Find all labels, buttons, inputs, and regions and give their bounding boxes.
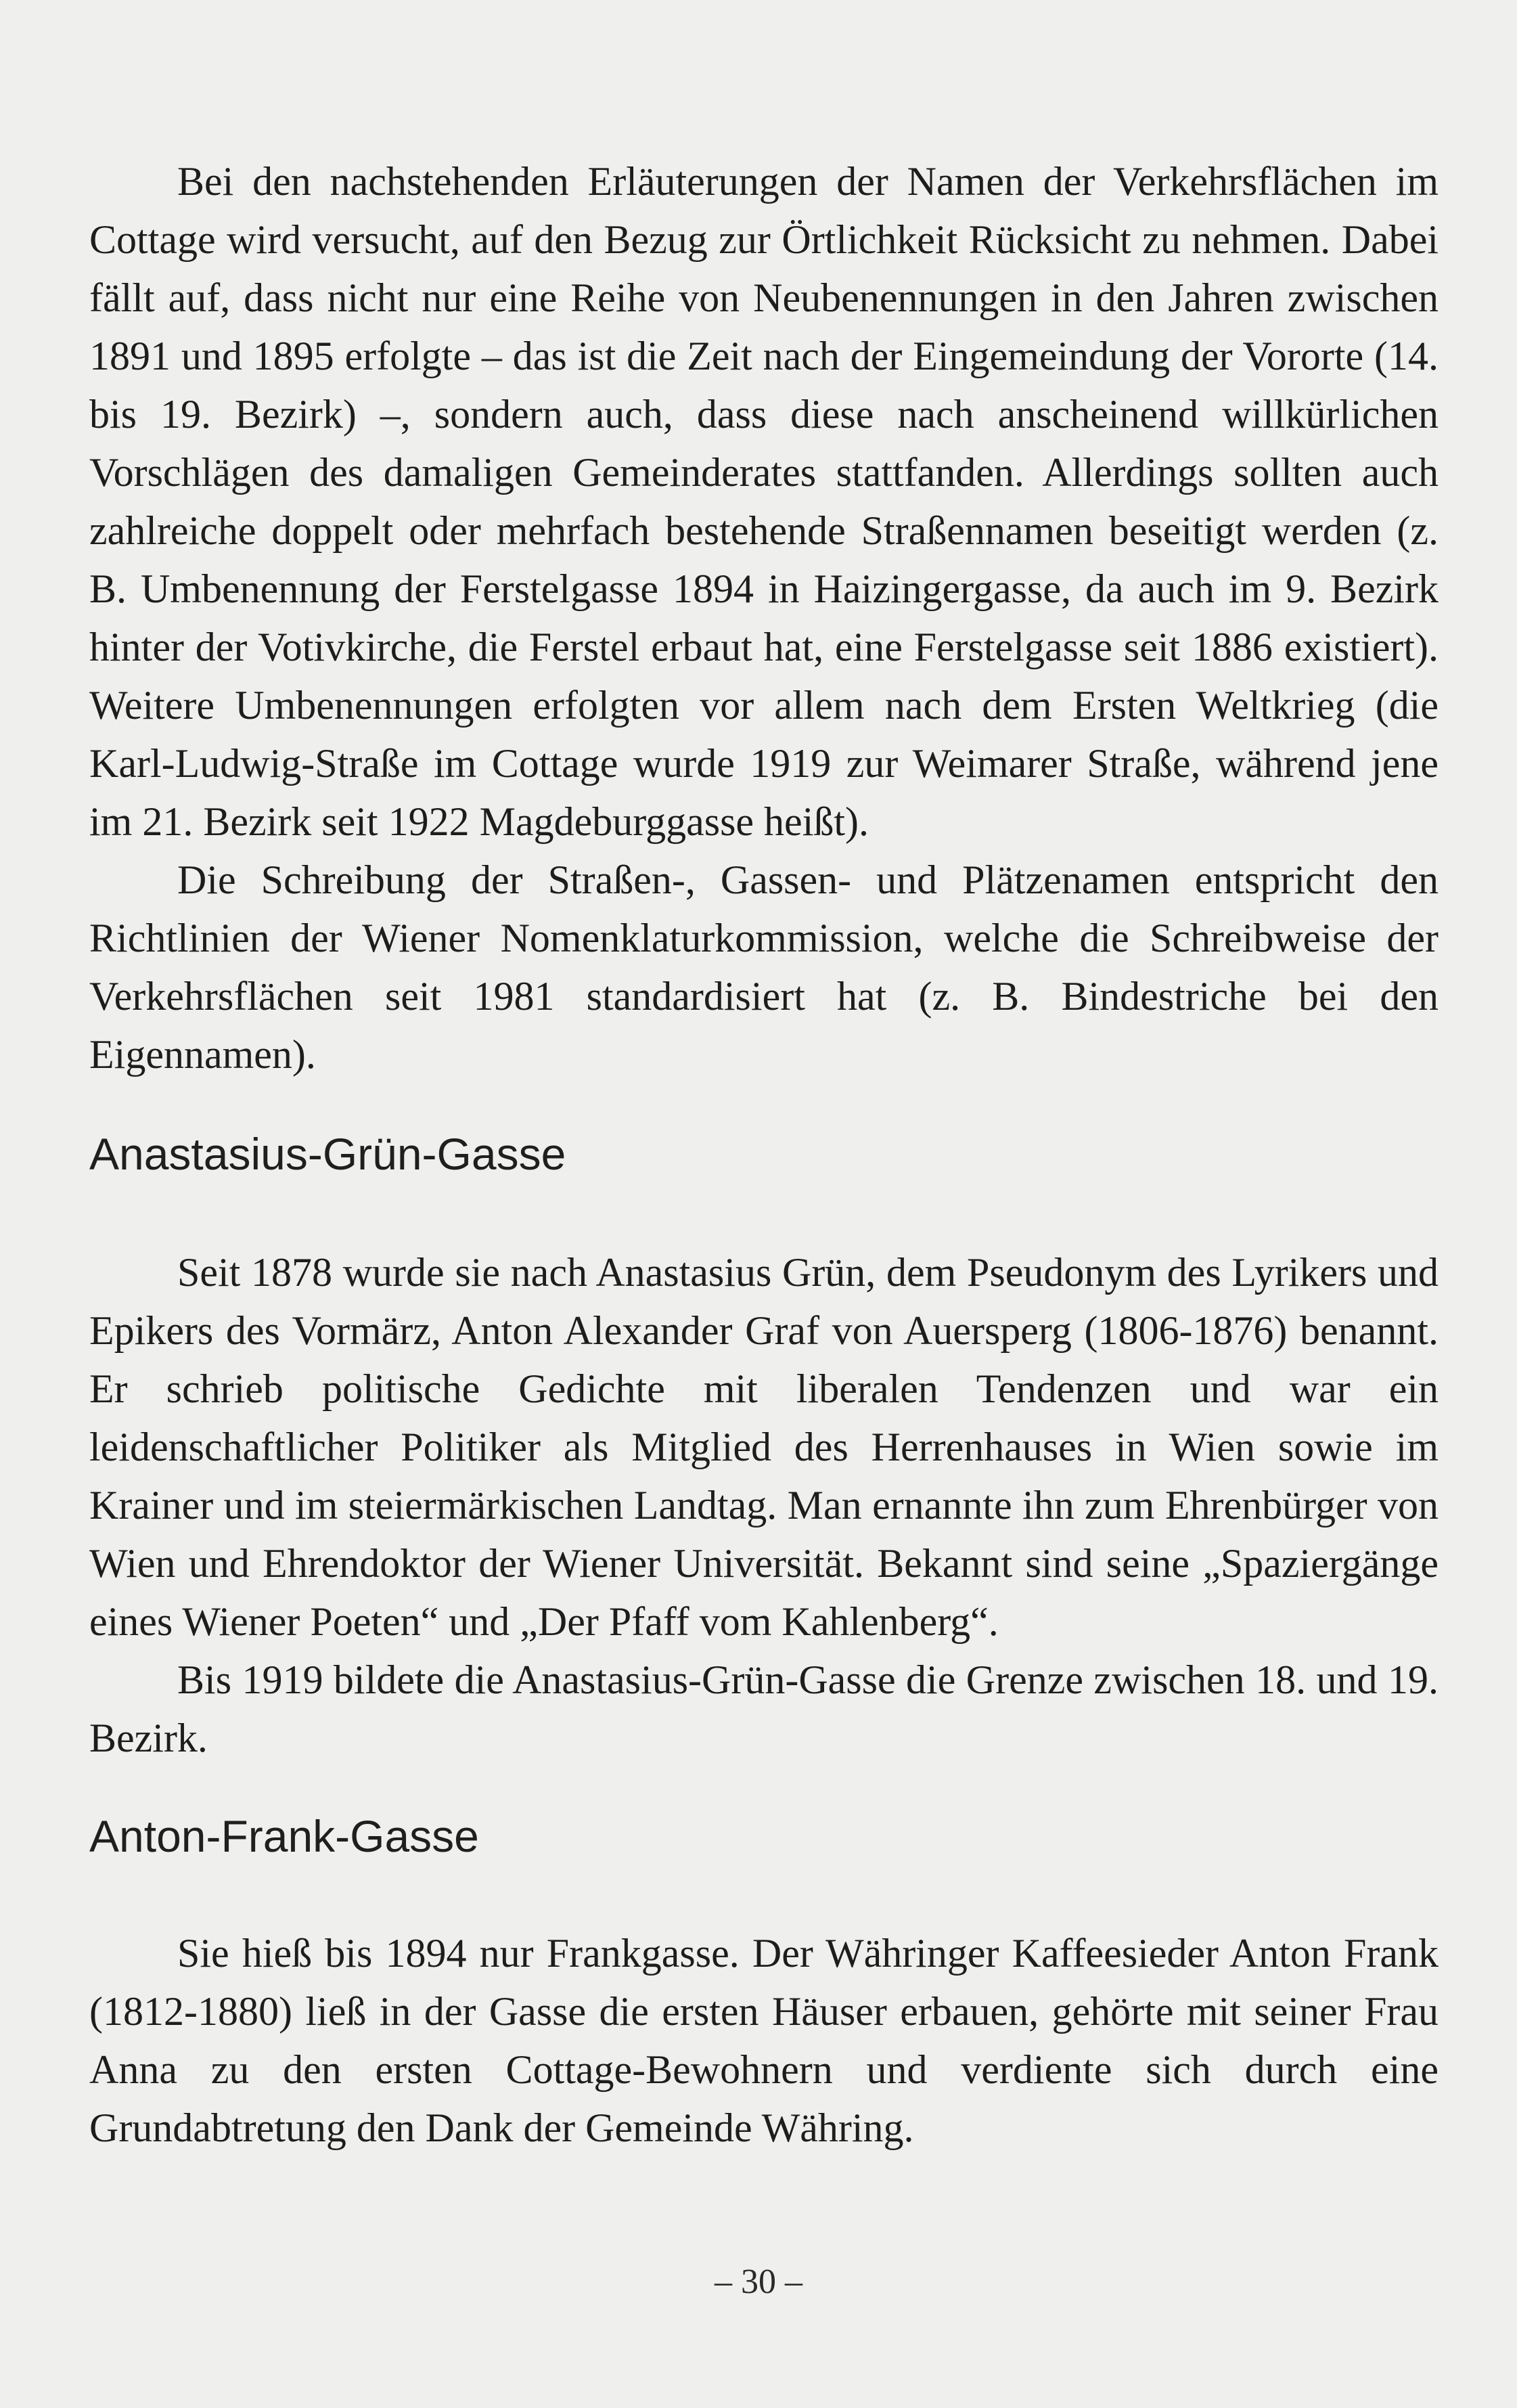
page-number: – 30 – bbox=[715, 2262, 802, 2301]
intro-paragraph-1: Bei den nachstehenden Erläuterungen der Namen der Verkehrsflächen im Cottage wird versucht, auf den Bezug zur Örtlichkeit Rücksicht zu nehmen. Dabei fällt auf, dass nicht nur eine Reihe von Neubenennungen in den Jahren zwischen 1891 und 1895 erfolgte – das ist die Zeit nach der Eingemeindung der Vororte (14. bis 19. Bezirk) –, sondern auch, dass diese nach anscheinend willkürlichen Vorschlägen des damaligen Gemeinderates stattfanden. Allerdings sollten auch zahlreiche doppelt oder mehrfach bestehende Straßennamen beseitigt werden (z. B. Umbenennung der Ferstelgasse 1894 in Haizingergasse, da auch im 9. Bezirk hinter der Votivkirche, die Ferstel erbaut hat, eine Ferstelgasse seit 1886 existiert). Weitere Umbenennungen erfolgten vor allem nach dem Ersten Weltkrieg (die Karl-Ludwig-Straße im Cottage wurde 1919 zur Weimarer Straße, während jene im 21. Bezirk seit 1922 Magdeburggasse heißt). bbox=[89, 159, 1439, 844]
page-content bbox=[89, 152, 1439, 2157]
intro-paragraph-2: Die Schreibung der Straßen-, Gassen- und Plätzenamen entspricht den Richtlinien der Wiener Nomenklaturkommission, welche die Schreibweise der Verkehrsflächen seit 1981 standardisiert hat (z. B. Bindestriche bei den Eigennamen). bbox=[89, 857, 1439, 1077]
section-1-paragraph-1: Seit 1878 wurde sie nach Anastasius Grün, dem Pseudonym des Lyrikers und Epikers des Vormärz, Anton Alexander Graf von Auersperg (1806-1876) benannt. Er schrieb politische Gedichte mit liberalen Tendenzen und war ein leidenschaftlicher Politiker als Mitglied des Herrenhauses in Wien sowie im Krainer und im steiermärkischen Landtag. Man ernannte ihn zum Ehrenbürger von Wien und Ehrendoktor der Wiener Universität. Bekannt sind seine „Spaziergänge eines Wiener Poeten“ und „Der Pfaff vom Kahlenberg“. bbox=[89, 1250, 1439, 1644]
section-heading-anton-frank-gasse: Anton-Frank-Gasse bbox=[89, 1811, 479, 1861]
section-1-paragraph-2: Bis 1919 bildete die Anastasius-Grün-Gasse die Grenze zwischen 18. und 19. Bezirk. bbox=[89, 1657, 1439, 1760]
section-heading-anastasius-gruen-gasse: Anastasius-Grün-Gasse bbox=[89, 1129, 566, 1179]
section-2-paragraph-1: Sie hieß bis 1894 nur Frankgasse. Der Währinger Kaffeesieder Anton Frank (1812-1880) ließ in der Gasse die ersten Häuser erbauen, gehörte mit seiner Frau Anna zu den ersten Cottage-Bewohnern und verdiente sich durch eine Grundabtretung den Dank der Gemeinde Währing. bbox=[89, 1931, 1439, 2150]
